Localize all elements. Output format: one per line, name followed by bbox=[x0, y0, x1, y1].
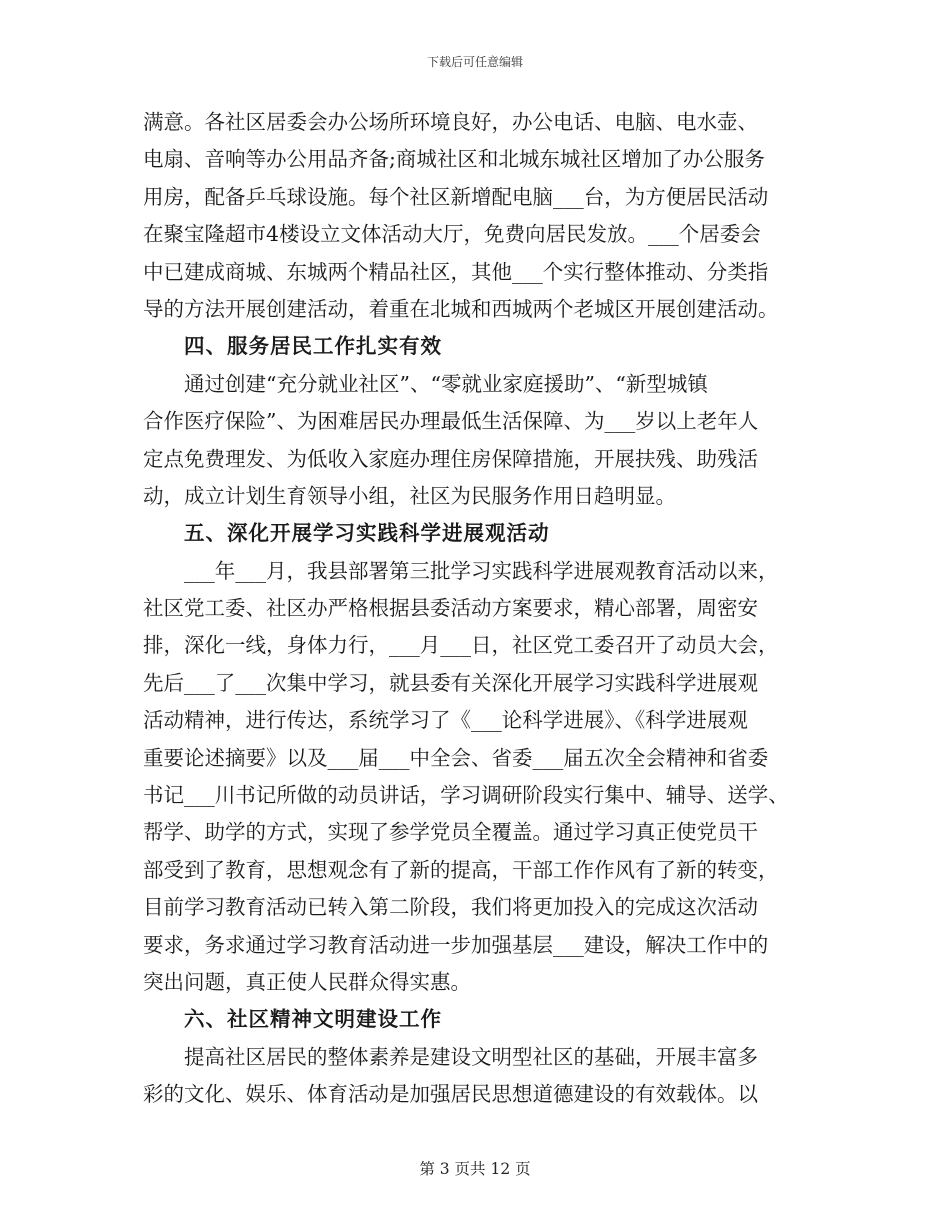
body-line: 要求，务求通过学习教育活动进一步加强基层___建设，解决工作中的 bbox=[143, 932, 769, 957]
body-line: 彩的文化、娱乐、体育活动是加强居民思想道德建设的有效载体。以 bbox=[143, 1082, 758, 1107]
body-line: 社区党工委、社区办严格根据县委活动方案要求，精心部署，周密安 bbox=[143, 596, 758, 621]
body-line: 先后___了___次集中学习，就县委有关深化开展学习实践科学进展观 bbox=[143, 670, 758, 695]
body-line: 重要论述摘要》以及___届___中全会、省委___届五次全会精神和省委 bbox=[143, 745, 769, 770]
section-heading: 四、服务居民工作扎实有效 bbox=[184, 334, 442, 359]
document-body bbox=[143, 104, 815, 1114]
body-line: 活动精神，进行传达，系统学习了《___论科学进展》、《科学进展观 bbox=[143, 708, 748, 733]
section-heading: 五、深化开展学习实践科学进展观活动 bbox=[184, 521, 550, 546]
page-header: 下载后可任意编辑 bbox=[426, 55, 523, 69]
body-line: 满意。各社区居委会办公场所环境良好，办公电话、电脑、电水壶、 bbox=[143, 110, 758, 134]
body-line: 突出问题，真正使人民群众得实惠。 bbox=[143, 969, 471, 994]
body-line: 目前学习教育活动已转入第二阶段，我们将更加投入的完成这次活动 bbox=[143, 895, 758, 920]
body-line: 导的方法开展创建活动，着重在北城和西城两个老城区开展创建活动。 bbox=[143, 296, 779, 321]
body-line: 合作医疗保险”、为困难居民办理最低生活保障、为___岁以上老年人 bbox=[143, 409, 759, 434]
body-line: 定点免费理发、为低收入家庭办理住房保障措施，开展扶残、助残活 bbox=[143, 446, 758, 471]
body-line: 部受到了教育，思想观念有了新的提高，干部工作作风有了新的转变， bbox=[143, 857, 779, 882]
body-line: 书记___川书记所做的动员讲话，学习调研阶段实行集中、辅导、送学、 bbox=[143, 783, 789, 808]
body-line: 帮学、助学的方式，实现了参学党员全覆盖。通过学习真正使党员干 bbox=[143, 820, 758, 845]
body-line: 用房，配备乒乓球设施。每个社区新增配电脑___台，为方便居民活动 bbox=[143, 184, 769, 209]
body-line: 动，成立计划生育领导小组，社区为民服务作用日趋明显。 bbox=[143, 483, 676, 508]
paragraph-first-line: ___年___月，我县部署第三批学习实践科学进展观教育活动以来， bbox=[184, 558, 779, 583]
body-line: 在聚宝隆超市4楼设立文体活动大厅，免费向居民发放。___个居委会 bbox=[143, 222, 761, 247]
page-footer: 第 3 页共 12 页 bbox=[419, 1160, 531, 1178]
section-heading: 六、社区精神文明建设工作 bbox=[184, 1007, 442, 1032]
paragraph-first-line: 提高社区居民的整体素养是建设文明型社区的基础，开展丰富多 bbox=[184, 1044, 758, 1069]
paragraph-first-line: 通过创建“充分就业社区”、“零就业家庭援助”、“新型城镇 bbox=[184, 371, 708, 396]
body-line: 排，深化一线，身体力行，___月___日，社区党工委召开了动员大会， bbox=[143, 633, 779, 658]
body-line: 电扇、音响等办公用品齐备;商城社区和北城东城社区增加了办公服务 bbox=[143, 147, 765, 172]
body-line: 中已建成商城、东城两个精品社区，其他___个实行整体推动、分类指 bbox=[143, 259, 769, 284]
